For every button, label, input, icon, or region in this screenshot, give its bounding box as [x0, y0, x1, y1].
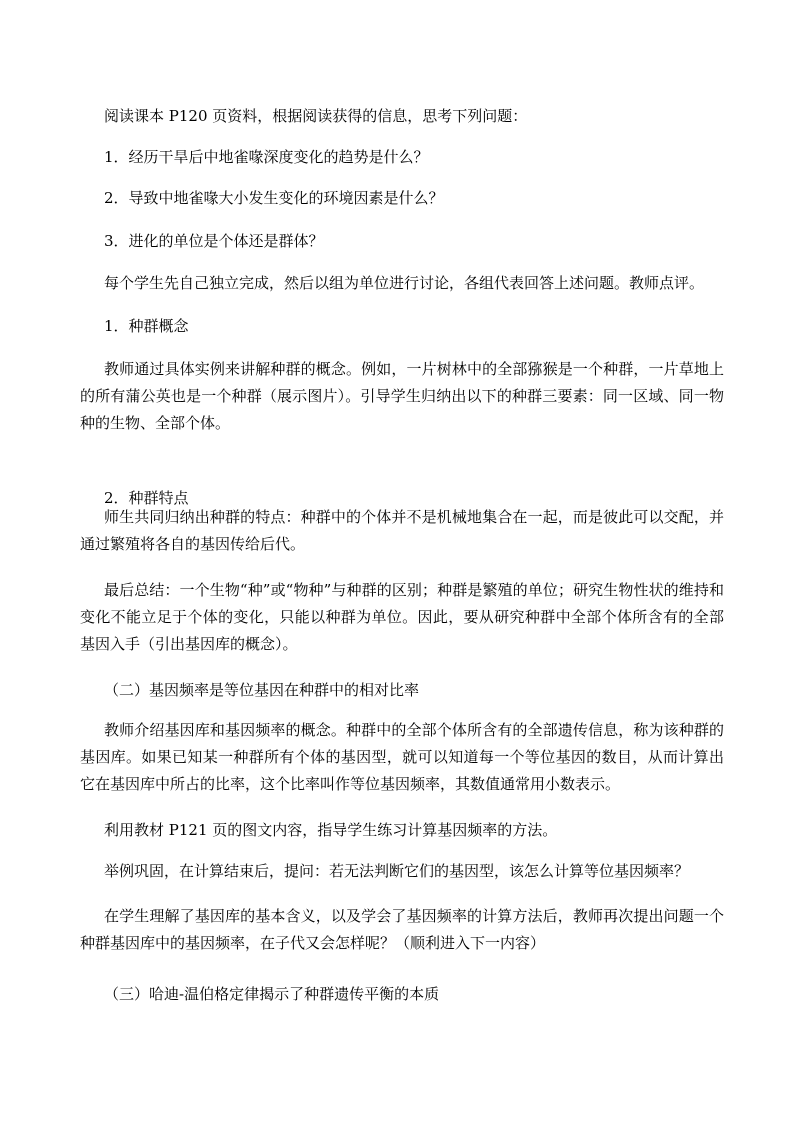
question-2: 2．导致中地雀喙大小发生变化的环境因素是什么？ [104, 189, 444, 207]
population-traits-paragraph: 师生共同归纳出种群的特点：种群中的个体并不是机械地集合在一起，而是彼此可以交配，并通过繁殖将各自的基因传给后代。 [80, 508, 724, 553]
example-question-paragraph: 举例巩固，在计算结束后，提问：若无法判断它们的基因型，该怎么计算等位基因频率？ [104, 862, 690, 880]
reading-instruction: 阅读课本 P120 页资料，根据阅读获得的信息，思考下列问题： [104, 107, 528, 125]
section-heading-population-traits: 2．种群特点 [104, 489, 189, 507]
section-heading-population-concept: 1．种群概念 [104, 317, 189, 335]
population-concept-paragraph: 教师通过具体实例来讲解种群的概念。例如，一片树林中的全部猕猴是一个种群，一片草地上的所有蒲公英也是一个种群（展示图片）。引导学生归纳出以下的种群三要素：同一区域、同一物种的生物、全部个体。 [80, 360, 724, 432]
discussion-instruction: 每个学生先自己独立完成，然后以组为单位进行讨论，各组代表回答上述问题。教师点评。 [104, 274, 705, 292]
question-3: 3．进化的单位是个体还是群体？ [104, 232, 324, 250]
summary-paragraph: 最后总结：一个生物“种”或“物种”与种群的区别；种群是繁殖的单位；研究生物性状的维持和变化不能立足于个体的变化，只能以种群为单位。因此，要从研究种群中全部个体所含有的全部基因入手（引出基因库的概念）。 [80, 581, 724, 653]
textbook-exercise-paragraph: 利用教材 P121 页的图文内容，指导学生练习计算基因频率的方法。 [104, 821, 558, 839]
section-heading-allele-frequency: （二）基因频率是等位基因在种群中的相对比率 [104, 681, 420, 699]
gene-pool-paragraph: 教师介绍基因库和基因频率的概念。种群中的全部个体所含有的全部遗传信息，称为该种群的基因库。如果已知某一种群所有个体的基因型，就可以知道每一个等位基因的数目，从而计算出它在基因库中所占的比率，这个比率叫作等位基因频率，其数值通常用小数表示。 [80, 721, 724, 793]
question-1: 1．经历干旱后中地雀喙深度变化的趋势是什么？ [104, 148, 429, 166]
transition-paragraph: 在学生理解了基因库的基本含义，以及学会了基因频率的计算方法后，教师再次提出问题一个种群基因库中的基因频率，在子代又会怎样呢？（顺利进入下一内容） [80, 907, 724, 952]
section-heading-hardy-weinberg: （三）哈迪-温伯格定律揭示了种群遗传平衡的本质 [104, 985, 440, 1003]
